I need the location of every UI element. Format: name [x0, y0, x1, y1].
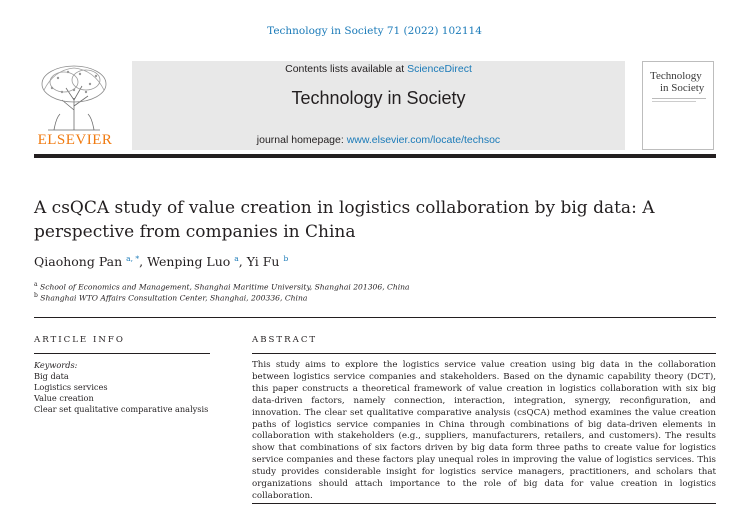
- keyword-item: Big data: [34, 371, 69, 381]
- article-title: A csQCA study of value creation in logistics collaboration by big data: A perspective from companies in China: [34, 198, 655, 242]
- author-name[interactable]: Qiaohong Pan: [34, 254, 123, 270]
- cover-title-line1: Technology: [650, 70, 702, 82]
- journal-citation[interactable]: [0, 25, 749, 37]
- contents-prefix: Contents lists available at: [285, 63, 408, 75]
- homepage-link[interactable]: www.elsevier.com/locate/techsoc: [346, 134, 501, 146]
- article-info-heading: ARTICLE INFO: [34, 335, 125, 345]
- header-divider: [34, 154, 716, 158]
- keyword-item: Value creation: [34, 393, 94, 403]
- affiliation-text: School of Economics and Management, Shanghai Maritime University, Shanghai 201306, China: [40, 282, 410, 292]
- affiliation-text: Shanghai WTO Affairs Consultation Center, Shanghai, 200336, China: [40, 293, 308, 303]
- abstract-rule: [252, 353, 716, 354]
- abstract-bottom-rule: [252, 503, 716, 504]
- sciencedirect-link[interactable]: ScienceDirect: [407, 63, 472, 75]
- abstract-text: This study aims to explore the logistics service value creation using big data in the collaboration between logistics service companies and stakeholders. Based on the dynamic capability theory (DCT), this paper constructs a theoretical framework of value creation in logistics collaboration with six big data-driven factors, namely connection, interaction, integration, synergy, reconfiguration, and innovation. The clear set qualitative comparative analysis (csQCA) method examines the value creation paths of logistics service companies in China through combinations of big data-driven elements in collaboration with stakeholders (e.g., suppliers, manufacturers, retailers, and customers). The results show that combinations of six factors driven by big data form three paths to create value for logistics service companies and these factors play unequal roles in improving the value of logistics services. This study provides considerable insight for logistics service managers, practitioners, and scholars that organizations should attach importance to the role of big data for value creation in logistics collaboration.: [252, 360, 716, 501]
- keyword-item: Logistics services: [34, 382, 108, 392]
- affiliation: [34, 281, 410, 292]
- article-info-rule: [34, 353, 210, 354]
- homepage-line: [132, 134, 625, 146]
- author-name[interactable]: Wenping Luo: [147, 254, 231, 270]
- affiliation-mark: b: [34, 292, 38, 299]
- cover-title: [650, 70, 710, 94]
- keyword-item: Clear set qualitative comparative analysis: [34, 404, 209, 414]
- homepage-prefix: journal homepage:: [256, 134, 347, 146]
- affiliation-mark: a: [34, 281, 38, 288]
- cover-rule: [652, 98, 706, 99]
- citation-link[interactable]: Technology in Society 71 (2022) 102114: [267, 25, 482, 37]
- author-affiliation-mark[interactable]: a, *: [126, 254, 140, 263]
- author-name[interactable]: Yi Fu: [246, 254, 280, 270]
- author-affiliation-mark[interactable]: a: [234, 254, 239, 263]
- cover-title-line2: in Society: [660, 82, 705, 94]
- author-list: Qiaohong Pan $^{a, *}$, Wenping Luo $^a$, Yi Fu $^b$: [34, 254, 289, 270]
- author-affiliation-mark[interactable]: b: [283, 254, 289, 263]
- keywords-label: Keywords:: [34, 360, 78, 370]
- section-divider: [34, 317, 716, 318]
- journal-title: Technology in Society: [291, 88, 466, 108]
- abstract-heading: ABSTRACT: [252, 335, 318, 345]
- contents-line: [132, 63, 625, 75]
- publisher-wordmark[interactable]: ELSEVIER: [37, 132, 113, 148]
- affiliation: [34, 292, 307, 303]
- keyword-list: [34, 371, 208, 415]
- cover-rule: [652, 101, 696, 102]
